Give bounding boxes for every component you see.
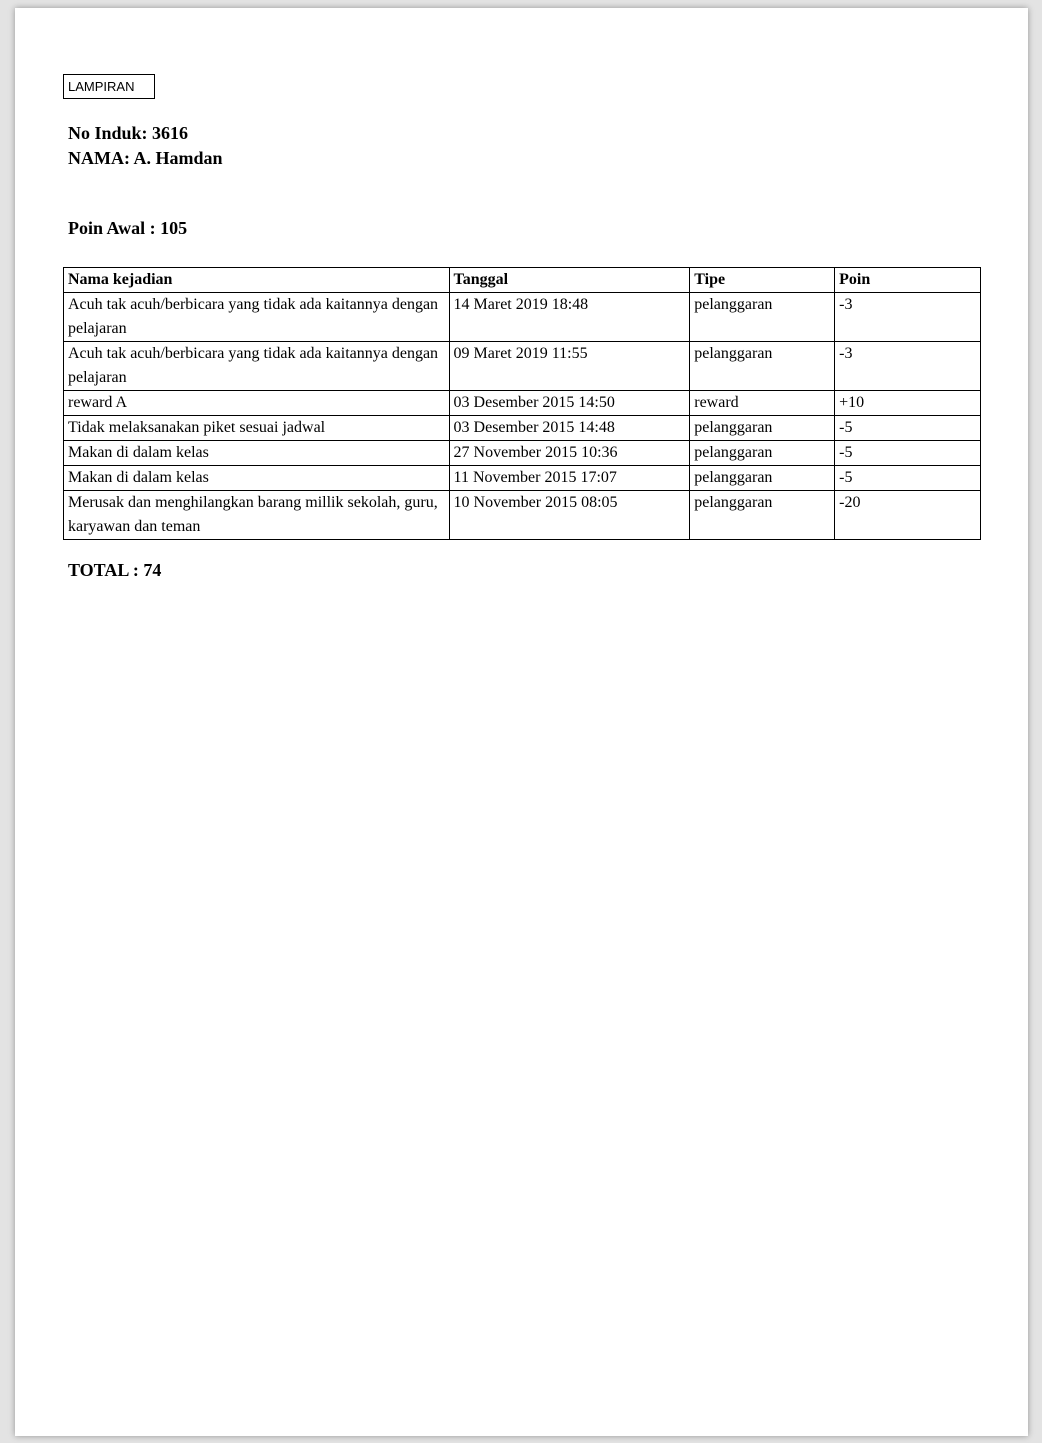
header-nama-kejadian: Nama kejadian [64,268,450,293]
cell-tanggal: 10 November 2015 08:05 [449,491,690,540]
cell-tipe: pelanggaran [690,441,835,466]
cell-tipe: pelanggaran [690,466,835,491]
cell-tipe: pelanggaran [690,416,835,441]
header-poin: Poin [835,268,981,293]
cell-tipe: reward [690,391,835,416]
cell-tanggal: 27 November 2015 10:36 [449,441,690,466]
total-label: TOTAL : [68,560,139,580]
cell-nama-kejadian: Acuh tak acuh/berbicara yang tidak ada kaitannya dengan pelajaran [64,293,450,342]
cell-tanggal: 03 Desember 2015 14:50 [449,391,690,416]
cell-poin: -5 [835,466,981,491]
cell-tanggal: 03 Desember 2015 14:48 [449,416,690,441]
lampiran-label: LAMPIRAN [63,74,155,99]
nama-line [68,146,223,171]
cell-nama-kejadian: Tidak melaksanakan piket sesuai jadwal [64,416,450,441]
document-page [15,8,1028,1436]
table-row [64,441,981,466]
table-row [64,416,981,441]
cell-poin: -5 [835,416,981,441]
cell-poin: -3 [835,342,981,391]
table-row [64,491,981,540]
cell-tipe: pelanggaran [690,342,835,391]
cell-tanggal: 14 Maret 2019 18:48 [449,293,690,342]
cell-nama-kejadian: Acuh tak acuh/berbicara yang tidak ada kaitannya dengan pelajaran [64,342,450,391]
cell-poin: -20 [835,491,981,540]
poin-awal-label: Poin Awal : [68,218,156,238]
nama-label: NAMA: [68,148,130,168]
table-row [64,466,981,491]
cell-nama-kejadian: reward A [64,391,450,416]
header-tanggal: Tanggal [449,268,690,293]
cell-tipe: pelanggaran [690,491,835,540]
table-row [64,293,981,342]
table-row [64,342,981,391]
table-row [64,391,981,416]
cell-tanggal: 11 November 2015 17:07 [449,466,690,491]
no-induk-label: No Induk: [68,123,148,143]
total-value: 74 [143,560,162,580]
cell-tipe: pelanggaran [690,293,835,342]
cell-nama-kejadian: Makan di dalam kelas [64,466,450,491]
no-induk-value: 3616 [152,123,189,143]
cell-poin: -5 [835,441,981,466]
table-header-row [64,268,981,293]
total-line [68,558,161,583]
cell-nama-kejadian: Makan di dalam kelas [64,441,450,466]
cell-poin: +10 [835,391,981,416]
poin-awal-value: 105 [160,218,188,238]
cell-poin: -3 [835,293,981,342]
nama-value: A. Hamdan [133,148,223,168]
cell-tanggal: 09 Maret 2019 11:55 [449,342,690,391]
header-tipe: Tipe [690,268,835,293]
events-table [63,267,981,540]
cell-nama-kejadian: Merusak dan menghilangkan barang millik sekolah, guru, karyawan dan teman [64,491,450,540]
poin-awal-line [68,216,187,241]
no-induk-line [68,121,188,146]
